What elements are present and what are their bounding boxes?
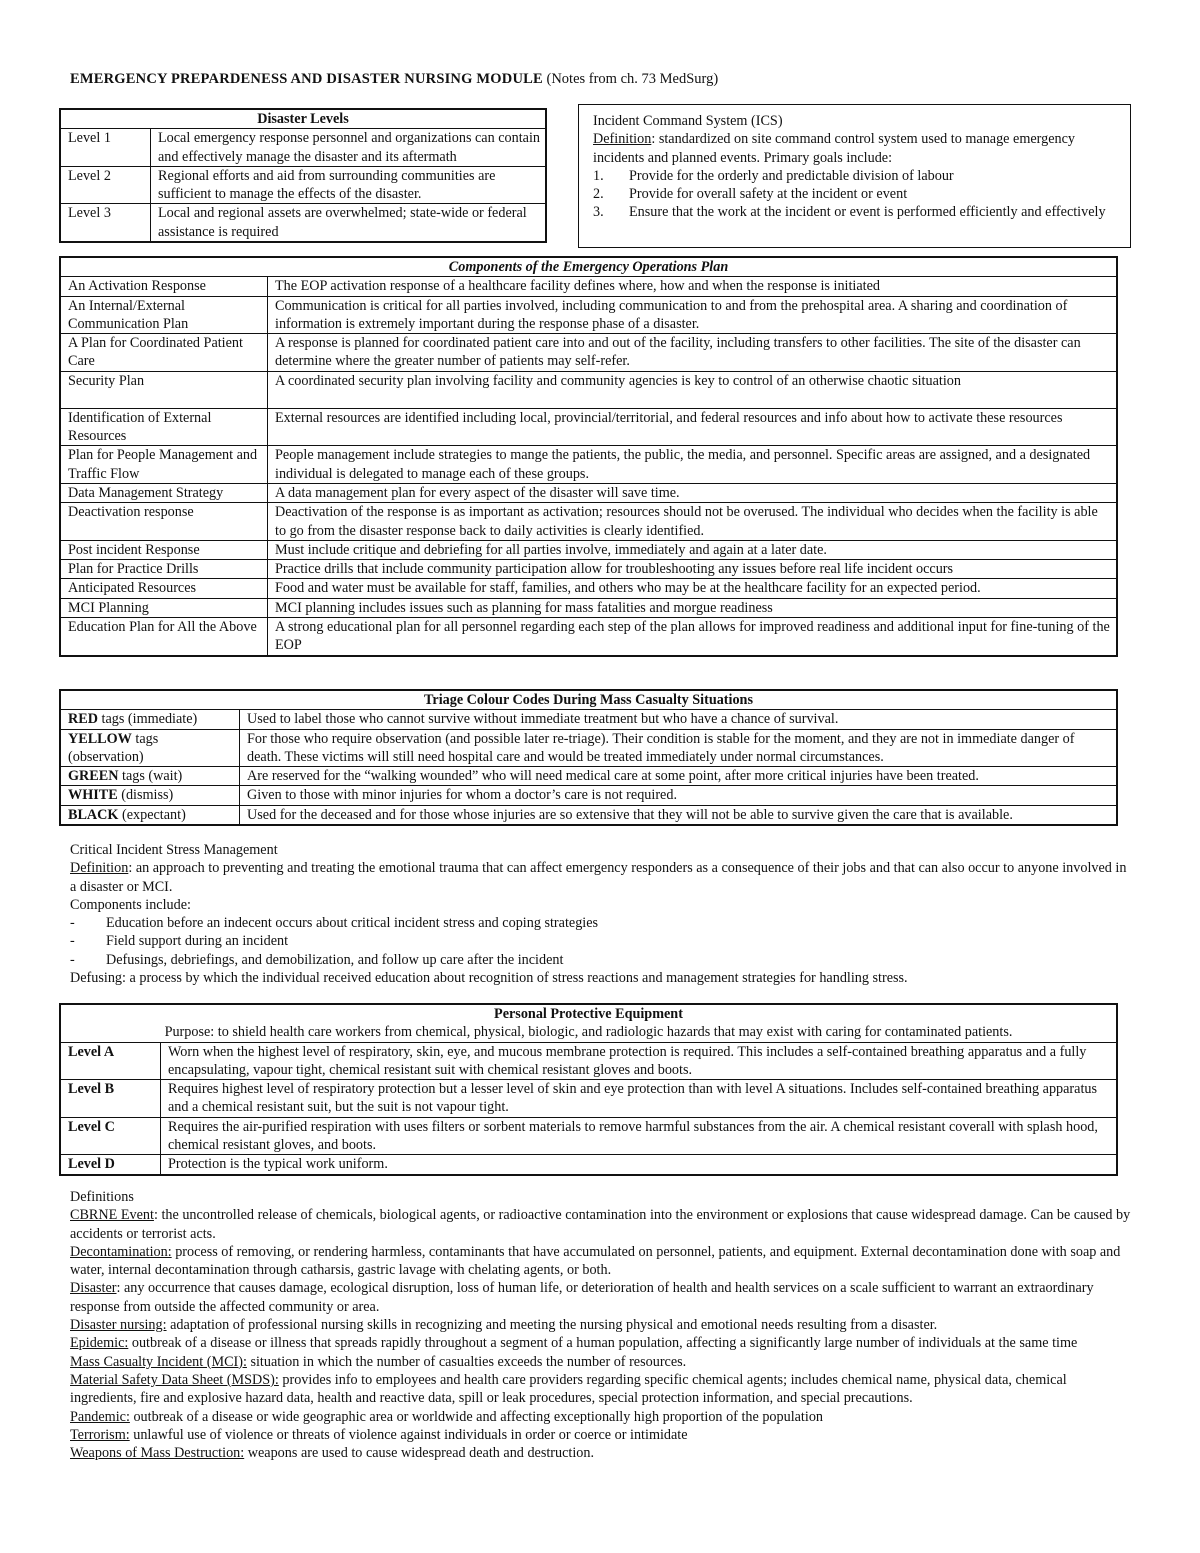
level-desc-cell: Regional efforts and aid from surrounding communities are sufficient to manage the effects of the disaster. — [151, 166, 547, 204]
triage-description: Given to those with minor injuries for whom a doctor’s care is not required. — [240, 786, 1118, 805]
cism-components-label: Components include: — [70, 896, 191, 913]
definition-item: Pandemic: outbreak of a disease or wide geographic area or worldwide and affecting exceptionally high proportion of the population — [70, 1408, 824, 1425]
cism-heading: Critical Incident Stress Management — [70, 842, 278, 858]
ics-box — [578, 104, 1131, 248]
definition-item: Disaster: any occurrence that causes damage, ecological disruption, loss of human life, or deterioration of health and health services on a scale sufficient to warrant an extraordinary response from outside the affected community or area. — [70, 1280, 1094, 1315]
table-row — [60, 129, 546, 167]
eop-component: Plan for People Management and Traffic Flow — [60, 446, 268, 484]
triage-tag: GREEN tags (wait) — [60, 767, 240, 786]
eop-description: Communication is critical for all parties involved, including communication to and from the prehospital area. A sharing and coordination of information is extremely important during the response phase of a disaster. — [268, 296, 1118, 334]
table-row — [60, 446, 1117, 484]
ics-heading: Incident Command System (ICS) — [593, 113, 783, 129]
level-cell: Level 3 — [60, 204, 151, 242]
cism-defusing: Defusing: a process by which the individual received education about recognition of stress reactions and management strategies for handling stress. — [70, 970, 908, 987]
definition-item: Material Safety Data Sheet (MSDS): provides info to employees and health care providers regarding specific chemical agents; includes chemical name, physical data, chemical ingredients, fire and explosive hazard data, health and reactive data, spill or leak procedures, special protection information, and special precautions. — [70, 1371, 1067, 1407]
ppe-level: Level C — [60, 1117, 161, 1155]
definitions-heading: Definitions — [70, 1189, 134, 1205]
eop-heading: Components of the Emergency Operations Plan — [60, 257, 1117, 277]
ppe-level: Level A — [60, 1042, 161, 1080]
ics-def-label: Definition — [593, 131, 652, 148]
list-item: - Education before an indecent occurs about critical incident stress and coping strategies — [70, 915, 599, 932]
table-row — [60, 618, 1117, 656]
ppe-table — [59, 1003, 1118, 1176]
eop-component: Identification of External Resources — [60, 408, 268, 446]
triage-description: Used to label those who cannot survive without immediate treatment but who have a chance of survival. — [240, 710, 1118, 729]
eop-component: Security Plan — [60, 371, 268, 408]
eop-component: Deactivation response — [60, 503, 268, 541]
table-row — [60, 483, 1117, 502]
eop-component: Post incident Response — [60, 540, 268, 559]
definitions-section — [70, 1188, 1132, 1462]
ppe-description: Requires the air-purified respiration with uses filters or sorbent materials to remove harmful substances from the air. A chemical resistant coverall with splash hood, chemical resistant gloves, and boots. — [161, 1117, 1118, 1155]
ics-goals-list — [593, 167, 1116, 222]
title-main: EMERGENCY PREPARDENESS AND DISASTER NURSING MODULE — [70, 71, 543, 87]
triage-description: Are reserved for the “walking wounded” who will need medical care at some point, after more critical injuries have been treated. — [240, 767, 1118, 786]
list-item — [593, 203, 1116, 221]
table-row — [60, 710, 1117, 729]
goal-number: 1. — [593, 167, 604, 184]
table-row — [60, 767, 1117, 786]
eop-table — [59, 256, 1118, 657]
triage-tag: WHITE (dismiss) — [60, 786, 240, 805]
table-row — [60, 371, 1117, 408]
disaster-levels-heading: Disaster Levels — [60, 109, 546, 129]
ics-def-text: : standardized on site command control system used to manage emergency incidents and planned events. Primary goals include: — [593, 131, 1075, 166]
eop-component: An Activation Response — [60, 277, 268, 296]
ppe-description: Requires highest level of respiratory protection but a lesser level of skin and eye protection than with level A situations. Includes self-contained breathing apparatus and a chemical resistant suit, but the suit is not vapour tight. — [161, 1080, 1118, 1118]
table-row — [60, 540, 1117, 559]
definition-item: Disaster nursing: adaptation of professional nursing skills in recognizing and meeting the nursing physical and emotional needs resulting from a disaster. — [70, 1317, 938, 1334]
eop-description: Practice drills that include community participation allow for troubleshooting any issues before real life incident occurs — [268, 560, 1118, 579]
table-row — [60, 560, 1117, 579]
goal-text: Provide for overall safety at the incident or event — [629, 186, 908, 203]
ppe-heading: Personal Protective Equipment Purpose: to shield health care workers from chemical, physical, biologic, and radiologic hazards that may exist with caring for contaminated patients. — [60, 1004, 1117, 1042]
goal-number: 2. — [593, 186, 604, 203]
triage-description: For those who require observation (and possible later re-triage). Their condition is stable for the moment, and they are not in immediate danger of death. These victims will still need hospital care and would be treated immediately under normal circumstances. — [240, 729, 1118, 767]
triage-tag: YELLOW tags (observation) — [60, 729, 240, 767]
title-note: (Notes from ch. 73 MedSurg) — [546, 71, 719, 87]
eop-description: A response is planned for coordinated patient care into and out of the facility, including transfers to other facilities. The site of the disaster can determine where the greater number of patients may self-refer. — [268, 334, 1118, 372]
table-row — [60, 334, 1117, 372]
table-row — [60, 503, 1117, 541]
definition-item: Decontamination: process of removing, or rendering harmless, contaminants that have accumulated on personnel, patients, and equipment. External decontamination done with soap and water, internal decontamination through catharsis, gastric lavage with chelating agents, or both. — [70, 1243, 1121, 1279]
table-row — [60, 1080, 1117, 1118]
list-item: - Field support during an incident — [70, 933, 289, 950]
eop-component: An Internal/External Communication Plan — [60, 296, 268, 334]
table-row — [60, 786, 1117, 805]
eop-component: Plan for Practice Drills — [60, 560, 268, 579]
definition-item: Epidemic: outbreak of a disease or illness that spreads rapidly throughout a segment of a human population, affecting a significantly large number of individuals at the same time — [70, 1335, 1078, 1352]
eop-description: A coordinated security plan involving facility and community agencies is key to control of an otherwise chaotic situation — [268, 371, 1118, 408]
ppe-description: Protection is the typical work uniform. — [161, 1155, 1118, 1175]
level-desc-cell: Local and regional assets are overwhelmed; state-wide or federal assistance is required — [151, 204, 547, 242]
eop-description: A strong educational plan for all personnel regarding each step of the plan allows for improved readiness and additional input for fine-tuning of the EOP — [268, 618, 1118, 656]
eop-description: MCI planning includes issues such as planning for mass fatalities and morgue readiness — [268, 598, 1118, 617]
eop-description: The EOP activation response of a healthcare facility defines where, how and when the response is initiated — [268, 277, 1118, 296]
table-row — [60, 579, 1117, 598]
ics-definition — [593, 130, 1116, 167]
definition-item: Mass Casualty Incident (MCI): situation in which the number of casualties exceeds the number of resources. — [70, 1353, 687, 1370]
eop-component: A Plan for Coordinated Patient Care — [60, 334, 268, 372]
table-row — [60, 805, 1117, 825]
table-row — [60, 1117, 1117, 1155]
eop-description: Must include critique and debriefing for all parties involve, immediately and again at a later date. — [268, 540, 1118, 559]
disaster-levels-table — [59, 108, 547, 243]
eop-description: Food and water must be available for staff, families, and others who may be at the healthcare facility for an expected period. — [268, 579, 1118, 598]
table-row — [60, 408, 1117, 446]
list-item: - Defusings, debriefings, and demobilization, and follow up care after the incident — [70, 951, 564, 968]
list-item — [593, 185, 1116, 203]
ppe-purpose: Purpose: to shield health care workers from chemical, physical, biologic, and radiologic hazards that may exist with caring for contaminated patients. — [164, 1024, 1013, 1041]
triage-tag: BLACK (expectant) — [60, 805, 240, 825]
table-row — [60, 166, 546, 204]
eop-description: People management include strategies to mange the patients, the public, the media, and personnel. Specific areas are assigned, and a designated individual is delegated to manage each of these groups. — [268, 446, 1118, 484]
triage-heading: Triage Colour Codes During Mass Casualty Situations — [60, 690, 1117, 710]
table-row — [60, 729, 1117, 767]
definition-item: Terrorism: unlawful use of violence or threats of violence against individuals in order or coerce or intimidate — [70, 1426, 688, 1443]
triage-description: Used for the deceased and for those whose injuries are so extensive that they will not be able to survive given the care that is available. — [240, 805, 1118, 825]
goal-number: 3. — [593, 204, 604, 221]
definition-item: CBRNE Event: the uncontrolled release of chemicals, biological agents, or radioactive contamination into the environment or explosions that cause widespread damage. Can be caused by accidents or terrorist acts. — [70, 1207, 1131, 1242]
eop-description: External resources are identified including local, provincial/territorial, and federal resources and info about how to activate these resources — [268, 408, 1118, 446]
cism-definition: Definition: an approach to preventing and treating the emotional trauma that can affect emergency responders as a consequence of their jobs and that can also occur to anyone involved in a disaster or MCI. — [70, 860, 1127, 895]
level-cell: Level 2 — [60, 166, 151, 204]
table-row — [60, 1155, 1117, 1175]
goal-text: Provide for the orderly and predictable division of labour — [629, 167, 954, 184]
cism-section — [70, 841, 1130, 987]
page-title — [70, 70, 718, 88]
eop-component: MCI Planning — [60, 598, 268, 617]
eop-component: Data Management Strategy — [60, 483, 268, 502]
table-row — [60, 204, 546, 242]
goal-text: Ensure that the work at the incident or event is performed efficiently and effectively — [629, 204, 1106, 221]
table-row — [60, 1042, 1117, 1080]
level-cell: Level 1 — [60, 129, 151, 167]
ppe-level: Level B — [60, 1080, 161, 1118]
ppe-level: Level D — [60, 1155, 161, 1175]
eop-description: Deactivation of the response is as important as activation; resources should not be overused. The individual who decides when the facility is able to go from the disaster response back to daily activities is clearly identified. — [268, 503, 1118, 541]
table-row — [60, 277, 1117, 296]
level-desc-cell: Local emergency response personnel and organizations can contain and effectively manage the disaster and its aftermath — [151, 129, 547, 167]
eop-component: Education Plan for All the Above — [60, 618, 268, 656]
triage-table — [59, 689, 1118, 826]
table-row — [60, 598, 1117, 617]
table-row — [60, 296, 1117, 334]
eop-description: A data management plan for every aspect of the disaster will save time. — [268, 483, 1118, 502]
triage-tag: RED tags (immediate) — [60, 710, 240, 729]
eop-component: Anticipated Resources — [60, 579, 268, 598]
ppe-description: Worn when the highest level of respiratory, skin, eye, and mucous membrane protection is required. This includes a self-contained breathing apparatus and a fully encapsulating, vapour tight, chemical resistant suit with chemical resistant gloves and boots. — [161, 1042, 1118, 1080]
list-item — [593, 167, 1116, 185]
definition-item: Weapons of Mass Destruction: weapons are used to cause widespread death and destruction. — [70, 1445, 595, 1462]
